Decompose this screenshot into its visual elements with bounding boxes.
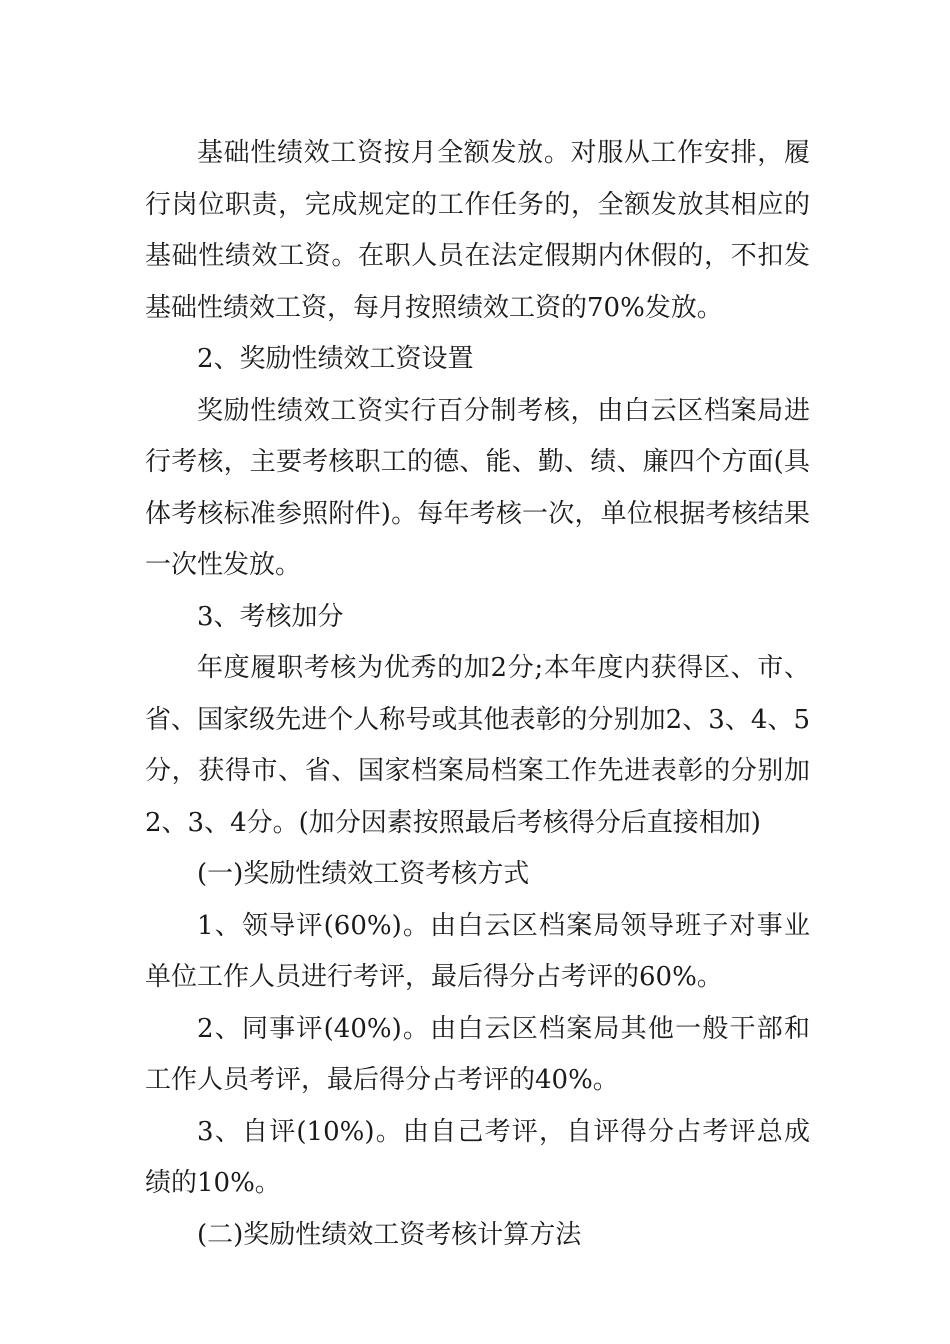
heading-incentive-setup: 2、奖励性绩效工资设置 [197,344,474,374]
paragraph-leader-review: 1、领导评(60%)。由白云区档案局领导班子对事业单位工作人员进行考评，最后得分占考评的60%。 [145,910,810,992]
paragraph-incentive-assessment: 奖励性绩效工资实行百分制考核，由白云区档案局进行考核，主要考核职工的德、能、勤、绩、廉四个方面(具体考核标准参照附件)。每年考核一次，单位根据考核结果一次性发放。 [145,395,810,580]
paragraph-bonus-points: 年度履职考核为优秀的加2分;本年度内获得区、市、省、国家级先进个人称号或其他表彰的分别加2、3、4、5分，获得市、省、国家档案局档案工作先进表彰的分别加2、3、4分。(加分因素按照最后考核得分后直接相加) [145,653,810,838]
heading-calculation-method: (二)奖励性绩效工资考核计算方法 [197,1219,582,1250]
paragraph-self-review: 3、自评(10%)。由自己考评，自评得分占考评总成绩的10%。 [145,1116,810,1198]
paragraph-basic-pay: 基础性绩效工资按月全额发放。对服从工作安排，履行岗位职责，完成规定的工作任务的，全额发放其相应的基础性绩效工资。在职人员在法定假期内休假的，不扣发基础性绩效工资，每月按照绩效工资的70%发放。 [145,138,810,323]
heading-assessment-method: (一)奖励性绩效工资考核方式 [197,859,530,889]
paragraph-peer-review: 2、同事评(40%)。由白云区档案局其他一般干部和工作人员考评，最后得分占考评的40%。 [145,1013,810,1095]
document-body [145,128,810,1261]
heading-bonus-points: 3、考核加分 [197,601,344,632]
